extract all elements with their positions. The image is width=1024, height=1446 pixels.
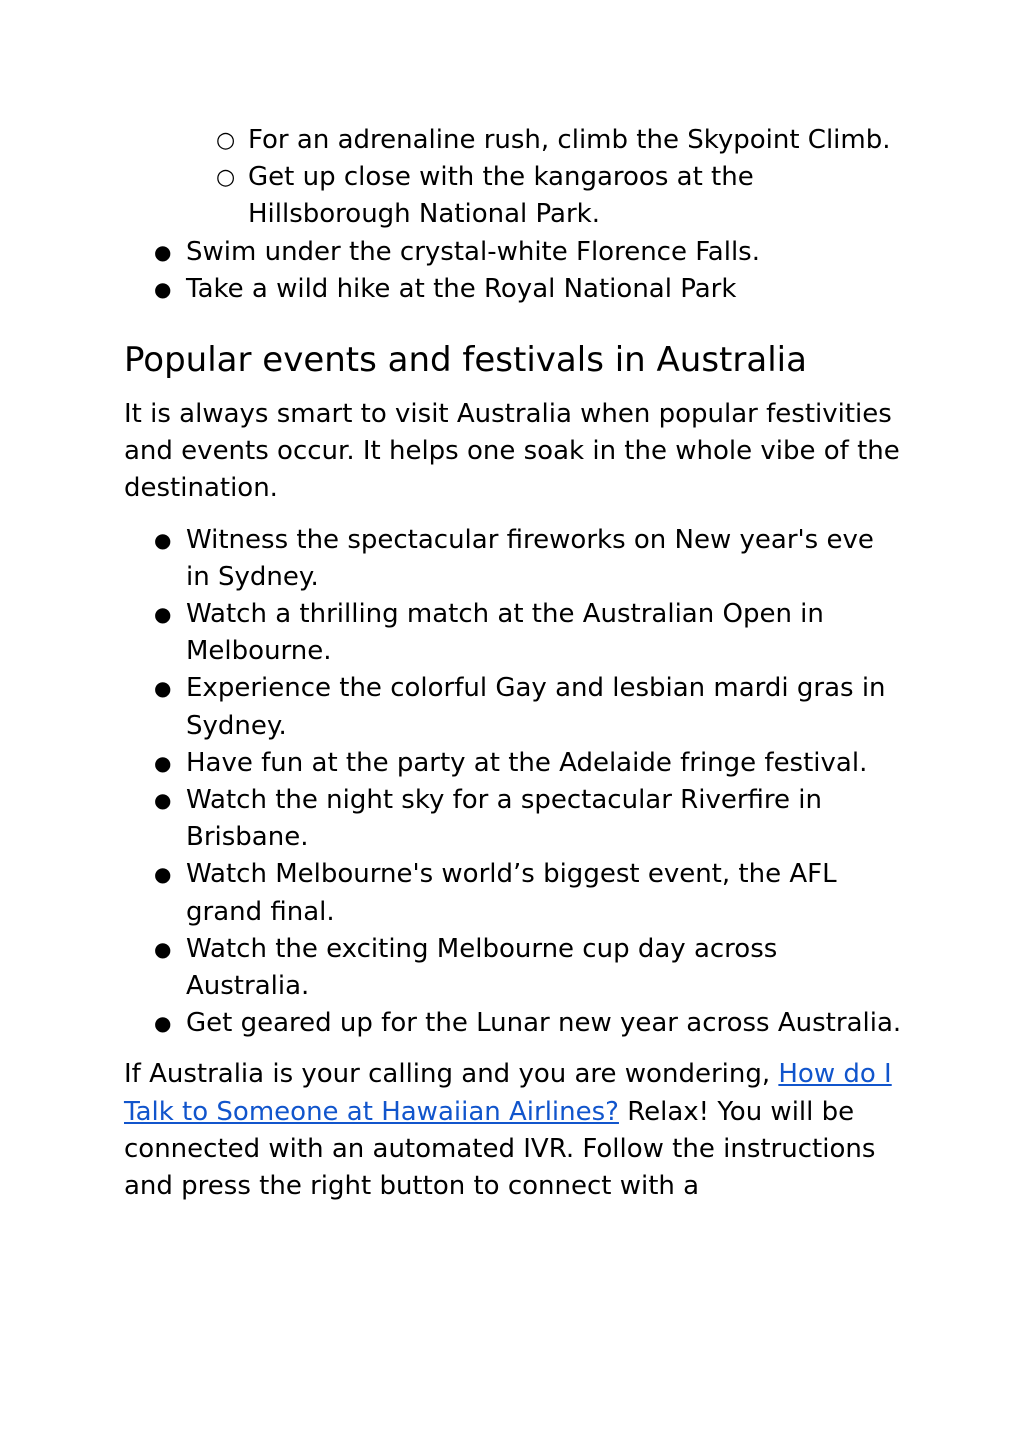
list-item [124,782,904,856]
hollow-bullet-icon: ○ [216,165,236,191]
list-item-text: Experience the colorful Gay and lesbian mardi gras in Sydney. [186,673,886,741]
list-item [124,596,904,670]
list-item-text: Have fun at the party at the Adelaide fringe festival. [186,747,868,778]
list-item [124,670,904,744]
list-item-text: Get up close with the kangaroos at the Hillsborough National Park. [248,162,754,230]
filled-bullet-icon: ● [154,602,172,627]
closing-paragraph [124,1056,904,1205]
filled-bullet-icon: ● [154,1011,172,1036]
hollow-bullet-icon: ○ [216,128,236,153]
intro-paragraph: It is always smart to visit Australia when popular festivities and events occur. It helps one soak in the whole vibe of the destination. [124,399,900,504]
sub-bullet-list [124,122,904,234]
filled-bullet-icon: ● [154,276,172,301]
list-item-text: Watch the night sky for a spectacular Riverfire in Brisbane. [186,785,822,853]
bullet-list-events [124,522,904,1043]
filled-bullet-icon: ● [154,936,172,961]
list-item-text: Watch Melbourne's world’s biggest event, the AFL grand final. [186,859,837,927]
list-item [124,931,904,1005]
list-item-text: Get geared up for the Lunar new year across Australia. [186,1008,902,1039]
list-item [124,1005,904,1042]
hawaiian-airlines-link[interactable]: How do I Talk to Someone at Hawaiian Airlines? [124,1059,892,1127]
section-heading: Popular events and festivals in Australia [124,340,807,381]
list-item [124,856,904,930]
filled-bullet-icon: ● [154,239,172,264]
list-item-text: Watch the exciting Melbourne cup day across Australia. [186,933,778,1002]
list-item [124,234,904,271]
list-item-text: Witness the spectacular fireworks on New year's eve in Sydney. [186,524,874,592]
list-item-text: Swim under the crystal-white Florence Falls. [186,236,760,267]
closing-text-after-link: Relax! You will be connected with an automated IVR. Follow the instructions and press the right button to connect with a [124,1096,876,1202]
list-item [124,122,904,159]
filled-bullet-icon: ● [154,527,172,552]
list-item-text: Take a wild hike at the Royal National Park [186,273,737,304]
list-item [124,271,904,308]
document-page [124,122,904,1205]
filled-bullet-icon: ● [154,788,172,813]
closing-text-before-link: If Australia is your calling and you are wondering, [124,1059,779,1090]
filled-bullet-icon: ● [154,750,172,775]
filled-bullet-icon: ● [154,676,172,701]
filled-bullet-icon: ● [154,862,172,887]
list-item-text: Watch a thrilling match at the Australian Open in Melbourne. [186,599,824,667]
list-item [124,745,904,782]
list-item [124,159,904,233]
list-item-text: For an adrenaline rush, climb the Skypoint Climb. [248,125,891,155]
bullet-list-attractions [124,234,904,308]
list-item [124,522,904,596]
